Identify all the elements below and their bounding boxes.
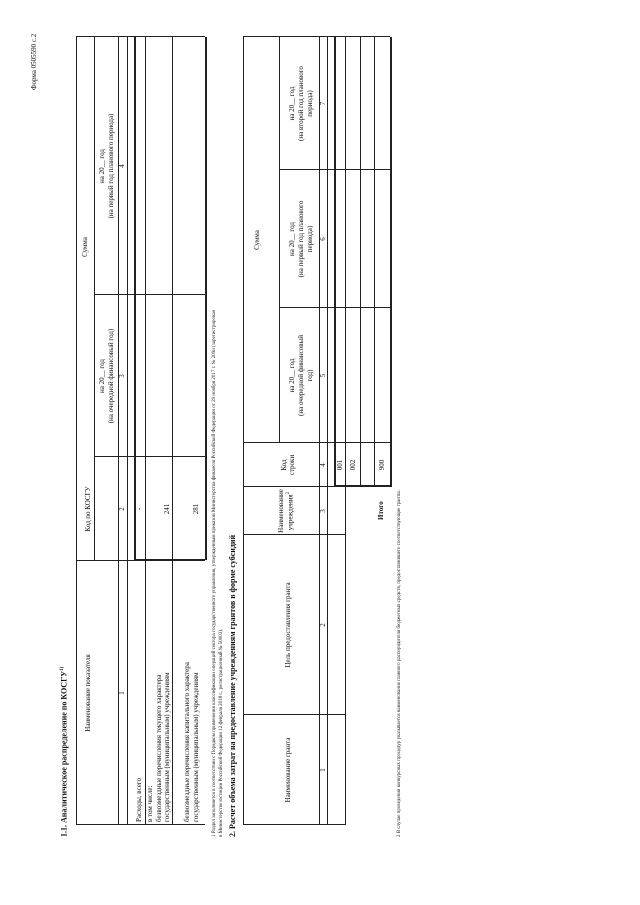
s1-row-241-name-l1: безвозмездные перечисления текущего характера — [155, 674, 163, 822]
s1-row-241-code: 241 — [163, 503, 171, 515]
s1-row-241-prefix: в том числе: — [146, 785, 154, 822]
s2-header-sum: Сумма — [253, 230, 261, 250]
s2-header-y2-l2: (на первый год планового — [297, 200, 305, 278]
s2-header-y2-l1: на 20__ год — [288, 222, 296, 256]
s1-row-241-name-l2: государственным (муниципальным) учреждениям — [163, 672, 171, 822]
s2-header-y3-l3: периода) — [306, 90, 314, 117]
s1-header-kosgu: Код по КОСГУ — [84, 486, 92, 532]
s1-header-y2-l1: на 20__ год — [98, 149, 106, 183]
s2-colnum-3: 3 — [319, 509, 327, 513]
s1-colnum-4: 4 — [118, 164, 126, 168]
section1-title: 1.1. Аналитическое распределение по КОСГУ$^{1)}$ — [59, 666, 69, 837]
s2-colnum-1: 1 — [319, 768, 327, 772]
s2-total-label: Итого — [377, 501, 385, 520]
s1-header-y2-l2: (на первый год планового периода) — [107, 113, 115, 219]
s2-colnum-5: 5 — [319, 373, 327, 378]
s2-header-y1-l2: (на очередной финансовый — [297, 335, 305, 416]
s1-colnum-1: 1 — [118, 691, 126, 695]
s2-row-code-002: 002 — [349, 459, 357, 471]
s1-row-total-name: Расходы, всего — [135, 777, 143, 822]
s1-row-281-name-l2: государственным (муниципальным) учреждениям — [192, 672, 200, 822]
s1-row-281-name-l1: безвозмездные перечисления капитального характера — [183, 662, 191, 822]
s1-header-y1-l1: на 20__ год — [98, 359, 106, 393]
s1-row-total-code: - — [135, 507, 143, 511]
s1-header-y1-l2: (на очередной финансовый год) — [107, 328, 115, 424]
s1-colnum-3: 3 — [118, 374, 126, 378]
s2-header-grant-name: Наименование гранта — [284, 737, 292, 803]
s2-header-institution: Наименование учреждения$^2$ — [277, 489, 295, 533]
form-label: Форма 0505590 с.2 — [30, 33, 38, 90]
s2-header-y1-l3: год) — [306, 369, 314, 382]
s2-colnum-6: 6 — [319, 237, 327, 241]
s2-row-code-001: 001 — [336, 459, 344, 471]
footnote-1-line2: в Министерстве юстиции Российской Федерации 12 февраля 2018 г., регистрационный № 50003). — [219, 628, 224, 837]
s2-header-code-l1: Код — [280, 459, 288, 471]
section2-title: 2. Расчет объема затрат на предоставление учреждениям грантов в форме субсидий — [228, 534, 237, 837]
s2-header-y3-l2: (на второй год планового — [297, 66, 305, 141]
s2-colnum-4: 4 — [319, 463, 327, 467]
footnote-2: 2 В случае проведения конкурсных процедур указывается наименование главного распорядителя бюджетных средств, предоставившего соответствующие гранты. — [397, 490, 402, 837]
s2-header-y3-l1: на 20__ год — [288, 86, 296, 121]
s1-colnum-2: 2 — [118, 507, 126, 511]
s1-header-sum: Сумма — [81, 237, 89, 257]
footnote-1-line1: 1 Раздел заполняется в соответствии с Порядком применения классификации операций сектора государственного управления, утвержденным приказом Министерства финансов Российской Федерации от 29 ноября 2017 г. № 209н (зарегистрирован — [212, 309, 217, 837]
s1-row-281-code: 281 — [192, 503, 200, 515]
s1-header-name: Наименование показателя — [84, 654, 92, 732]
s2-colnum-7: 7 — [319, 101, 327, 106]
s2-colnum-2: 2 — [319, 623, 327, 627]
s2-header-grant-goal: Цель предоставления гранта — [284, 582, 292, 668]
s2-header-y2-l3: периода) — [306, 225, 314, 253]
s2-header-y1-l1: на 20__ год — [288, 358, 296, 393]
s2-total-code: 900 — [378, 459, 386, 471]
s2-header-code-l2: строки — [288, 454, 296, 476]
